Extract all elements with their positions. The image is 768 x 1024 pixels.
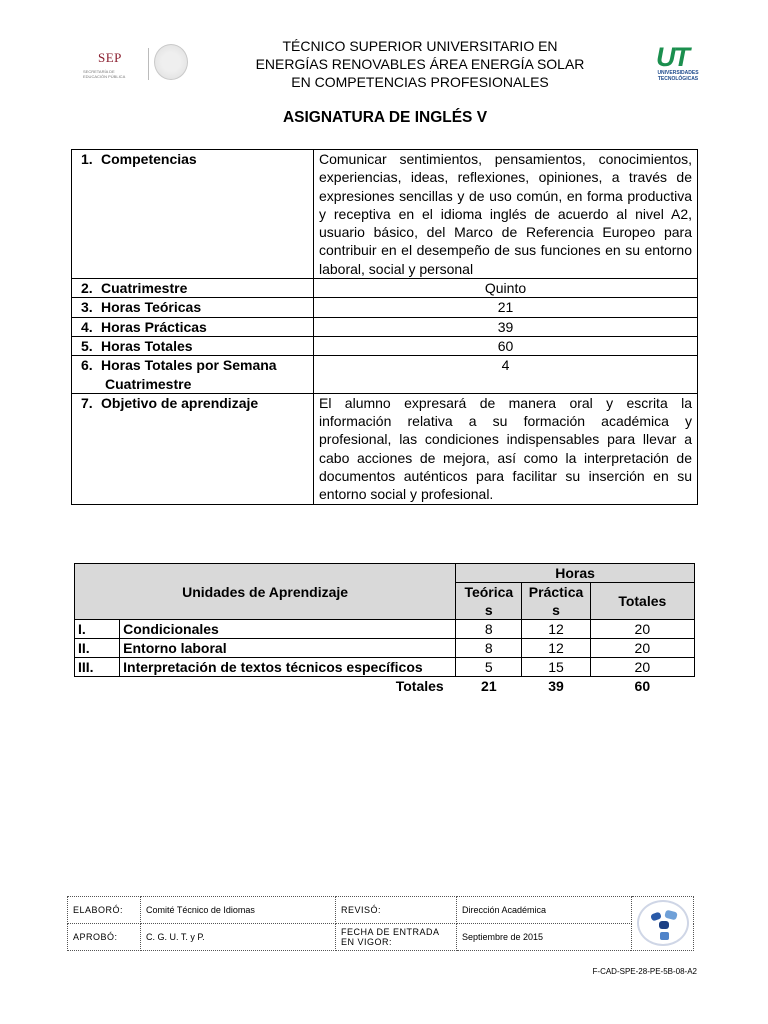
institution-badge-icon — [637, 900, 689, 946]
units-header-row — [75, 564, 695, 583]
info-number: 6. — [81, 357, 93, 374]
table-row — [75, 620, 695, 639]
unit-practice-hours: 12 — [522, 639, 590, 658]
unit-practice-hours: 15 — [522, 658, 590, 677]
unit-total-hours: 20 — [590, 658, 694, 677]
info-value: 60 — [314, 336, 698, 355]
unit-name: Condicionales — [120, 620, 456, 639]
info-label-text: Objetivo de aprendizaje — [101, 394, 259, 411]
info-label-text: Horas Prácticas — [101, 318, 207, 335]
unit-theory-hours: 8 — [456, 620, 522, 639]
elaboro-value: Comité Técnico de Idiomas — [141, 897, 336, 924]
info-value: 21 — [314, 298, 698, 317]
unit-practice-hours: 12 — [522, 620, 590, 639]
program-title-line-1: TÉCNICO SUPERIOR UNIVERSITARIO EN — [282, 38, 558, 54]
learning-units-table — [74, 563, 695, 695]
footer-logo-cell — [632, 897, 694, 951]
info-label-text: Competencias — [101, 151, 197, 167]
info-label-text-line-2: Cuatrimestre — [105, 375, 192, 392]
info-number: 1. — [81, 151, 93, 167]
reviso-label: REVISÓ: — [336, 897, 457, 924]
info-number: 4. — [81, 318, 93, 335]
info-number: 3. — [81, 299, 93, 316]
total-hours: 60 — [634, 678, 651, 694]
program-title — [180, 37, 660, 91]
practice-header-line-1: Práctica — [528, 584, 584, 600]
unit-total-hours: 20 — [590, 620, 694, 639]
info-value: Comunicar sentimientos, pensamientos, conocimientos, experiencias, ideas, reflexiones, opiniones, a través de expresiones sencillas y de uso común, en forma productiva y receptiva en el idioma inglés de acuerdo al nivel A2, usuario básico, del Marco de Referencia Europeo para contribuir en el desempeño de sus funciones en su entorno laboral, social y personal — [314, 150, 698, 279]
hours-header: Horas — [456, 564, 695, 583]
info-label-text: Horas Totales — [101, 337, 193, 354]
aprobo-value: C. G. U. T. y P. — [141, 924, 336, 951]
info-value: El alumno expresará de manera oral y escrita la información relativa a su formación académica y profesional, las condiciones indispensables para llevar a cabo acciones de mejora, así como la interpretación de documentos auténticos para facilitar su inserción en su entorno social y profesional. — [314, 393, 698, 504]
info-label — [72, 150, 314, 279]
info-value: 39 — [314, 317, 698, 336]
info-row-horas-teoricas — [72, 298, 698, 317]
totals-label: Totales — [395, 678, 444, 694]
approval-table — [67, 896, 694, 951]
info-label-text: Horas Teóricas — [101, 299, 202, 316]
theory-header — [456, 583, 522, 620]
info-label — [72, 336, 314, 355]
sep-logo-text: SEP — [98, 50, 122, 65]
fecha-label — [336, 924, 457, 951]
unit-total-hours: 20 — [590, 639, 694, 658]
aprobo-label: APROBÓ: — [68, 924, 141, 951]
info-number: 5. — [81, 337, 93, 354]
fecha-label-line-2: EN VIGOR: — [341, 937, 393, 947]
info-row-horas-semana — [72, 356, 698, 394]
unit-name: Entorno laboral — [120, 639, 456, 658]
program-title-line-2: ENERGÍAS RENOVABLES ÁREA ENERGÍA SOLAR — [255, 56, 585, 72]
table-row — [75, 639, 695, 658]
info-value: Quinto — [314, 279, 698, 298]
sep-logo-subtext: SECRETARÍA DE EDUCACIÓN PÚBLICA — [83, 69, 126, 79]
approval-row-2 — [68, 924, 694, 951]
subject-info-table — [71, 149, 698, 505]
total-theory-hours: 21 — [481, 678, 497, 694]
info-label-text: Horas Totales por Semana — [101, 357, 277, 374]
reviso-value: Dirección Académica — [457, 897, 632, 924]
unit-number: III. — [75, 658, 120, 677]
theory-header-line-1: Teórica — [464, 584, 514, 600]
logo-divider — [148, 48, 149, 80]
unit-theory-hours: 8 — [456, 639, 522, 658]
approval-row-1 — [68, 897, 694, 924]
totals-header: Totales — [590, 583, 694, 620]
table-row — [75, 658, 695, 677]
document-header — [0, 0, 768, 100]
unit-number: I. — [75, 620, 120, 639]
info-label — [72, 393, 314, 504]
info-label — [72, 317, 314, 336]
ut-logo — [648, 42, 708, 84]
units-header: Unidades de Aprendizaje — [75, 564, 456, 620]
info-label-text: Cuatrimestre — [101, 280, 188, 297]
info-row-competencias — [72, 150, 698, 279]
document-code: F-CAD-SPE-28-PE-5B-08-A2 — [592, 967, 697, 976]
info-row-horas-totales — [72, 336, 698, 355]
elaboro-label: ELABORÓ: — [68, 897, 141, 924]
info-label — [72, 298, 314, 317]
practice-header-line-2: s — [552, 602, 560, 618]
info-label — [72, 356, 314, 394]
ut-logo-subtext: UNIVERSIDADES TECNOLÓGICAS — [657, 70, 699, 82]
info-number: 7. — [81, 394, 93, 411]
fecha-label-line-1: FECHA DE ENTRADA — [341, 927, 440, 937]
fecha-value: Septiembre de 2015 — [457, 924, 632, 951]
unit-name: Interpretación de textos técnicos específicos — [120, 658, 456, 677]
practice-header — [522, 583, 590, 620]
info-label — [72, 279, 314, 298]
total-practice-hours: 39 — [548, 678, 564, 694]
totals-row — [75, 677, 695, 696]
program-title-line-3: EN COMPETENCIAS PROFESIONALES — [291, 74, 549, 90]
unit-theory-hours: 5 — [456, 658, 522, 677]
info-row-horas-practicas — [72, 317, 698, 336]
theory-header-line-2: s — [484, 602, 493, 618]
info-row-objetivo — [72, 393, 698, 504]
subject-title: ASIGNATURA DE INGLÉS V — [282, 109, 488, 126]
ut-logo-mark: UT — [656, 42, 688, 72]
info-number: 2. — [81, 280, 93, 297]
info-value: 4 — [314, 356, 698, 394]
info-row-cuatrimestre — [72, 279, 698, 298]
unit-number: II. — [75, 639, 120, 658]
